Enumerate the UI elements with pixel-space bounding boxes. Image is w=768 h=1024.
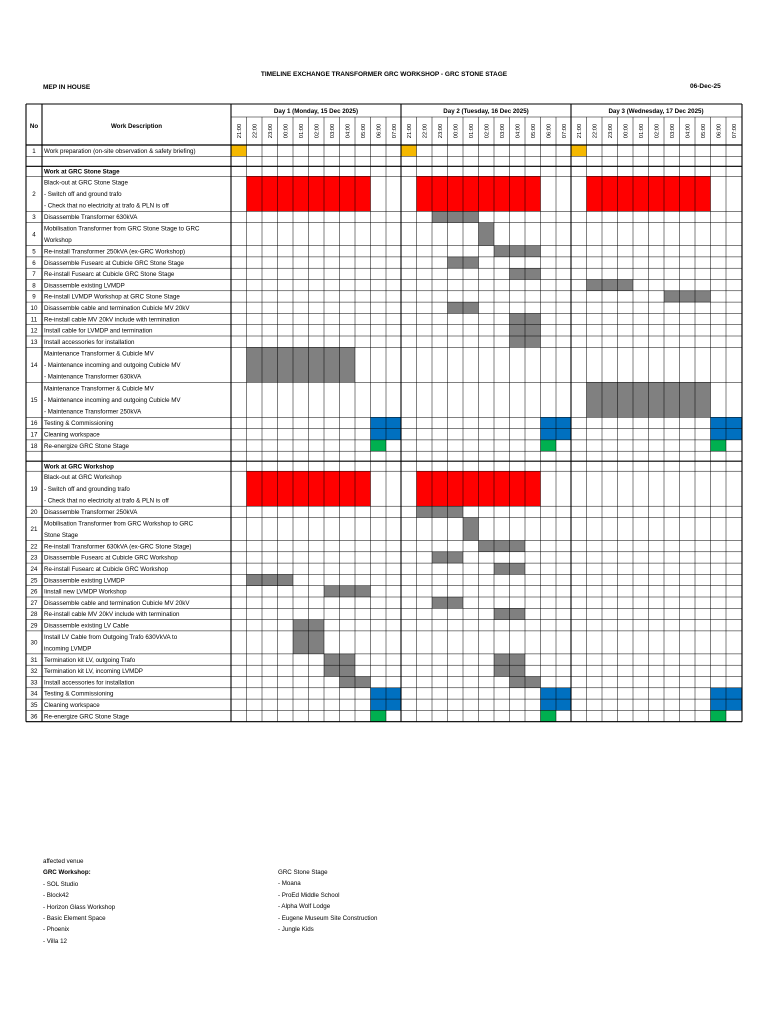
work-description: Termination kit LV, outgoing Trafo <box>44 656 136 664</box>
work-cell <box>680 382 696 417</box>
blackout-cell <box>293 176 309 211</box>
blackout-cell <box>309 471 325 506</box>
blackout-cell <box>649 176 665 211</box>
hour-label: 21:00 <box>576 123 583 139</box>
work-cell <box>664 382 680 417</box>
row-number: 32 <box>30 668 38 676</box>
blackout-cell <box>664 176 680 211</box>
testing-cell <box>726 429 742 440</box>
work-description: Disassemble Transformer 250kVA <box>44 509 138 517</box>
hour-label: 06:00 <box>546 123 553 139</box>
testing-cell <box>556 699 572 710</box>
blackout-cell <box>355 176 371 211</box>
work-cell <box>432 552 448 563</box>
legend-grc-workshop <box>43 856 115 947</box>
blackout-cell <box>618 176 634 211</box>
work-cell <box>479 541 495 552</box>
work-cell <box>494 541 510 552</box>
row-number: 28 <box>30 611 38 619</box>
blackout-cell <box>680 176 696 211</box>
blackout-cell <box>309 176 325 211</box>
venue-item: - Block42 <box>43 892 69 900</box>
work-description: - Check that no electricity at trafo & PLN is off <box>44 497 169 505</box>
hour-label: 03:00 <box>329 123 336 139</box>
prep-cell <box>571 145 587 156</box>
row-number: 4 <box>32 231 36 239</box>
work-cell <box>633 382 649 417</box>
work-cell <box>587 382 603 417</box>
work-cell <box>463 211 479 222</box>
work-cell <box>463 257 479 268</box>
row-number: 2 <box>32 191 36 198</box>
work-cell <box>355 677 371 688</box>
blackout-cell <box>695 176 711 211</box>
work-cell <box>309 620 325 631</box>
work-cell <box>525 246 541 257</box>
work-description: Iinstall new LVMDP Workshop <box>44 588 127 596</box>
work-cell <box>309 631 325 654</box>
work-description: - Check that no electricity at trafo & PLN is off <box>44 202 169 210</box>
work-cell <box>448 597 464 608</box>
venue-item: - Eugene Museum Site Construction <box>278 914 378 922</box>
blackout-cell <box>587 176 603 211</box>
document-title: TIMELINE EXCHANGE TRANSFORMER GRC WORKSHOP - GRC STONE STAGE <box>260 71 508 78</box>
work-cell <box>293 631 309 654</box>
venue-item: - Phoenix <box>43 926 70 934</box>
work-description: - Maintenance Transformer 250kVA <box>44 408 142 416</box>
hour-label: 04:00 <box>515 123 522 139</box>
testing-cell <box>386 417 402 428</box>
blackout-cell <box>463 176 479 211</box>
work-cell <box>494 665 510 676</box>
work-cell <box>510 336 526 347</box>
work-description: Workshop <box>44 237 72 245</box>
hour-label: 01:00 <box>298 123 305 139</box>
work-cell <box>262 347 278 382</box>
prep-cell <box>401 145 417 156</box>
venue-item: - Villa 12 <box>43 937 67 945</box>
testing-cell <box>541 417 557 428</box>
work-cell <box>510 246 526 257</box>
blackout-cell <box>479 176 495 211</box>
work-cell <box>340 586 356 597</box>
work-cell <box>525 325 541 336</box>
testing-cell <box>711 699 727 710</box>
venue-item: - SOL Studio <box>43 880 79 888</box>
row-number: 8 <box>32 282 36 290</box>
hour-label: 05:00 <box>700 123 707 139</box>
energize-cell <box>371 710 387 721</box>
work-cell <box>355 586 371 597</box>
blackout-cell <box>340 471 356 506</box>
blackout-cell <box>278 471 294 506</box>
hour-label: 03:00 <box>669 123 676 139</box>
venue-item: - Alpha Wolf Lodge <box>278 903 331 911</box>
testing-cell <box>541 429 557 440</box>
work-cell <box>494 608 510 619</box>
work-cell <box>510 608 526 619</box>
row-number: 15 <box>30 397 38 404</box>
blackout-cell <box>432 176 448 211</box>
work-cell <box>510 563 526 574</box>
blackout-cell <box>278 176 294 211</box>
work-cell <box>432 506 448 517</box>
hour-label: 04:00 <box>685 123 692 139</box>
blackout-cell <box>633 176 649 211</box>
work-description: Re-install LVMDP Workshop at GRC Stone Stage <box>44 293 180 301</box>
testing-cell <box>726 417 742 428</box>
hour-label: 03:00 <box>499 123 506 139</box>
affected-venue-label: affected venue <box>43 858 84 865</box>
work-cell <box>448 302 464 313</box>
work-description: Disassemble cable and termination Cubicle MV 20kV <box>44 304 190 312</box>
work-description: Install LV Cable from Outgoing Trafo 630VkVA to <box>44 633 178 641</box>
work-cell <box>525 313 541 324</box>
work-description: Testing & Commissioning <box>44 690 114 698</box>
hour-label: 02:00 <box>654 123 661 139</box>
testing-cell <box>371 429 387 440</box>
venue-item: - Basic Element Space <box>43 915 106 923</box>
work-cell <box>340 677 356 688</box>
legend-grc-stone-stage <box>278 867 377 935</box>
work-description: Re-install Transformer 630kVA (ex-GRC Stone Stage) <box>44 543 192 551</box>
work-description: Disassemble existing LVMDP <box>44 577 125 585</box>
row-number: 12 <box>30 327 38 335</box>
blackout-cell <box>510 471 526 506</box>
work-cell <box>247 347 263 382</box>
work-cell <box>525 677 541 688</box>
header-no: No <box>29 123 39 130</box>
work-cell <box>340 347 356 382</box>
row-number: 11 <box>30 316 38 324</box>
work-description: Re-energize GRC Stone Stage <box>44 713 129 721</box>
header-work-description: Work Description <box>110 123 163 130</box>
testing-cell <box>556 688 572 699</box>
hour-label: 21:00 <box>236 123 243 139</box>
row-number: 14 <box>30 362 38 369</box>
work-cell <box>695 382 711 417</box>
work-description: Cleaning workspace <box>44 431 100 439</box>
row-number: 19 <box>30 485 38 493</box>
work-cell <box>262 574 278 585</box>
row-number: 35 <box>30 701 38 709</box>
work-cell <box>340 654 356 665</box>
work-cell <box>463 302 479 313</box>
section-heading: Work at GRC Stone Stage <box>44 168 120 176</box>
work-cell <box>432 597 448 608</box>
testing-cell <box>711 429 727 440</box>
row-number: 16 <box>30 420 38 428</box>
row-number: 5 <box>32 248 36 256</box>
hour-label: 05:00 <box>360 123 367 139</box>
work-cell <box>324 654 340 665</box>
work-description: Re-install Transformer 250kVA (ex-GRC Workshop) <box>44 248 186 256</box>
testing-cell <box>541 699 557 710</box>
hour-label: 23:00 <box>607 123 614 139</box>
hour-label: 07:00 <box>561 123 568 139</box>
blackout-cell <box>525 176 541 211</box>
blackout-cell <box>340 176 356 211</box>
work-description: Disassemble Transformer 630kVA <box>44 214 138 222</box>
day-header: Day 2 (Tuesday, 16 Dec 2025) <box>443 108 529 115</box>
row-number: 9 <box>32 293 36 301</box>
row-number: 21 <box>30 526 38 534</box>
energize-cell <box>371 440 387 451</box>
work-cell <box>448 552 464 563</box>
blackout-cell <box>463 471 479 506</box>
testing-cell <box>556 417 572 428</box>
work-description: Re-energize GRC Stone Stage <box>44 442 129 450</box>
blackout-cell <box>262 471 278 506</box>
blackout-cell <box>448 471 464 506</box>
work-description: Re-install Fusearc at Cubicle GRC Workshop <box>44 565 169 573</box>
venue-item: - Horizon Glass Workshop <box>43 903 116 911</box>
work-description: Re-install Fusearc at Cubicle GRC Stone Stage <box>44 271 175 279</box>
work-description: Disassemble existing LVMDP <box>44 282 125 290</box>
work-cell <box>417 506 433 517</box>
organization-label: MEP IN HOUSE <box>43 84 91 91</box>
row-number: 29 <box>30 622 38 630</box>
hour-label: 06:00 <box>376 123 383 139</box>
work-cell <box>618 382 634 417</box>
row-number: 26 <box>30 588 38 596</box>
energize-cell <box>711 440 727 451</box>
blackout-cell <box>602 176 618 211</box>
grc-stone-stage-title: GRC Stone Stage <box>278 869 328 876</box>
testing-cell <box>371 688 387 699</box>
work-cell <box>278 347 294 382</box>
work-cell <box>309 347 325 382</box>
testing-cell <box>711 688 727 699</box>
section-heading: Work at GRC Workshop <box>44 463 114 471</box>
work-cell <box>510 325 526 336</box>
work-description: Disassemble cable and termination Cubicle MV 20kV <box>44 599 190 607</box>
work-description: - Maintenance incoming and outgoing Cubicle MV <box>44 362 181 369</box>
work-description: Black-out at GRC Workshop <box>44 474 122 482</box>
hour-label: 05:00 <box>530 123 537 139</box>
blackout-cell <box>324 471 340 506</box>
row-number: 22 <box>30 543 38 551</box>
work-cell <box>278 574 294 585</box>
work-cell <box>324 665 340 676</box>
row-number: 18 <box>30 442 38 450</box>
work-cell <box>463 518 479 541</box>
row-number: 25 <box>30 577 38 585</box>
work-cell <box>510 677 526 688</box>
row-number: 20 <box>30 509 38 517</box>
work-cell <box>602 382 618 417</box>
row-number: 13 <box>30 338 38 346</box>
row-number: 6 <box>32 259 36 267</box>
testing-cell <box>541 688 557 699</box>
work-cell <box>324 586 340 597</box>
testing-cell <box>371 417 387 428</box>
blackout-cell <box>247 176 263 211</box>
venue-item: - Moana <box>278 880 301 888</box>
work-cell <box>293 620 309 631</box>
day-header: Day 1 (Monday, 15 Dec 2025) <box>273 108 359 115</box>
hour-label: 23:00 <box>437 123 444 139</box>
hour-label: 01:00 <box>468 123 475 139</box>
work-cell <box>510 665 526 676</box>
hour-label: 00:00 <box>623 123 630 139</box>
blackout-cell <box>324 176 340 211</box>
work-description: Mobilisation Transformer from GRC Stone Stage to GRC <box>44 225 200 233</box>
blackout-cell <box>432 471 448 506</box>
testing-cell <box>386 699 402 710</box>
work-cell <box>510 268 526 279</box>
row-number: 7 <box>32 271 36 279</box>
work-description: Re-install cable MV 20kV include with termination <box>44 611 180 619</box>
work-cell <box>479 223 495 246</box>
work-cell <box>340 665 356 676</box>
work-cell <box>587 280 603 291</box>
work-description: Disassemble existing LV Cable <box>44 622 129 630</box>
blackout-cell <box>494 471 510 506</box>
blackout-cell <box>247 471 263 506</box>
row-number: 23 <box>30 554 38 562</box>
blackout-cell <box>262 176 278 211</box>
work-cell <box>680 291 696 302</box>
venue-item: - ProEd Middle School <box>278 891 340 899</box>
energize-cell <box>541 710 557 721</box>
work-description: Work preparation (on-site observation & safety briefing) <box>44 147 196 155</box>
work-cell <box>247 574 263 585</box>
energize-cell <box>541 440 557 451</box>
work-description: - Maintenance Transformer 630kVA <box>44 373 142 381</box>
work-description: Maintenance Transformer & Cubicle MV <box>44 350 154 358</box>
hour-label: 22:00 <box>422 123 429 139</box>
work-description: - Switch off and grounding trafo <box>44 485 130 493</box>
work-description: Maintenance Transformer & Cubicle MV <box>44 385 154 393</box>
work-cell <box>494 563 510 574</box>
blackout-cell <box>494 176 510 211</box>
row-number: 33 <box>30 679 38 687</box>
row-number: 30 <box>30 639 38 647</box>
row-number: 1 <box>32 147 36 155</box>
work-cell <box>510 654 526 665</box>
row-number: 36 <box>30 713 38 721</box>
work-cell <box>494 654 510 665</box>
row-number: 31 <box>30 656 38 664</box>
work-cell <box>432 211 448 222</box>
blackout-cell <box>417 176 433 211</box>
energize-cell <box>711 710 727 721</box>
hour-label: 04:00 <box>345 123 352 139</box>
testing-cell <box>726 699 742 710</box>
work-cell <box>448 506 464 517</box>
work-description: Stone Stage <box>44 531 79 539</box>
row-number: 17 <box>30 431 38 439</box>
work-description: - Switch off and ground trafo <box>44 191 122 198</box>
work-cell <box>525 336 541 347</box>
work-description: - Maintenance incoming and outgoing Cubicle MV <box>44 397 181 404</box>
blackout-cell <box>525 471 541 506</box>
row-number: 10 <box>30 304 38 312</box>
hour-label: 01:00 <box>638 123 645 139</box>
work-cell <box>525 268 541 279</box>
blackout-cell <box>479 471 495 506</box>
work-description: Black-out at GRC Stone Stage <box>44 179 128 187</box>
work-description: Testing & Commissioning <box>44 420 114 428</box>
testing-cell <box>556 429 572 440</box>
row-number: 24 <box>30 565 38 573</box>
work-description: Disassemble Fusearc at Cubicle GRC Workshop <box>44 554 178 562</box>
hour-label: 02:00 <box>484 123 491 139</box>
venue-item: - Jungle Kids <box>278 926 314 934</box>
hour-label: 06:00 <box>716 123 723 139</box>
testing-cell <box>386 429 402 440</box>
work-cell <box>664 291 680 302</box>
grc-workshop-title: GRC Workshop: <box>43 869 91 877</box>
prep-cell <box>231 145 247 156</box>
row-number: 27 <box>30 599 38 607</box>
blackout-cell <box>510 176 526 211</box>
work-cell <box>695 291 711 302</box>
work-cell <box>618 280 634 291</box>
work-cell <box>324 347 340 382</box>
work-description: Install accessories for installation <box>44 338 135 346</box>
blackout-cell <box>417 471 433 506</box>
work-description: Mobilisation Transformer from GRC Workshop to GRC <box>44 520 194 528</box>
work-description: Install cable for LVMDP and termination <box>44 327 153 335</box>
hour-label: 02:00 <box>314 123 321 139</box>
work-cell <box>510 541 526 552</box>
row-number: 3 <box>32 214 36 222</box>
work-cell <box>293 347 309 382</box>
hour-label: 23:00 <box>267 123 274 139</box>
hour-label: 00:00 <box>453 123 460 139</box>
work-cell <box>510 313 526 324</box>
hour-label: 00:00 <box>283 123 290 139</box>
work-description: Re-install cable MV 20kV include with termination <box>44 316 180 324</box>
work-description: Disassemble Fusearc at Cubicle GRC Stone Stage <box>44 259 184 267</box>
work-cell <box>448 211 464 222</box>
hour-label: 07:00 <box>731 123 738 139</box>
blackout-cell <box>293 471 309 506</box>
work-cell <box>448 257 464 268</box>
work-description: Cleaning workspace <box>44 701 100 709</box>
blackout-cell <box>355 471 371 506</box>
testing-cell <box>371 699 387 710</box>
day-header: Day 3 (Wednesday, 17 Dec 2025) <box>608 108 704 115</box>
blackout-cell <box>448 176 464 211</box>
row-number: 34 <box>30 690 38 698</box>
work-description: Install accessories for installation <box>44 679 135 687</box>
work-cell <box>494 246 510 257</box>
testing-cell <box>386 688 402 699</box>
testing-cell <box>711 417 727 428</box>
work-cell <box>649 382 665 417</box>
work-description: incoming LVMDP <box>44 645 92 653</box>
document-date: 06-Dec-25 <box>690 83 721 90</box>
hour-label: 22:00 <box>592 123 599 139</box>
hour-label: 21:00 <box>406 123 413 139</box>
hour-label: 22:00 <box>252 123 259 139</box>
work-description: Termination kit LV, incoming LVMDP <box>44 668 143 676</box>
testing-cell <box>726 688 742 699</box>
work-cell <box>602 280 618 291</box>
hour-label: 07:00 <box>391 123 398 139</box>
